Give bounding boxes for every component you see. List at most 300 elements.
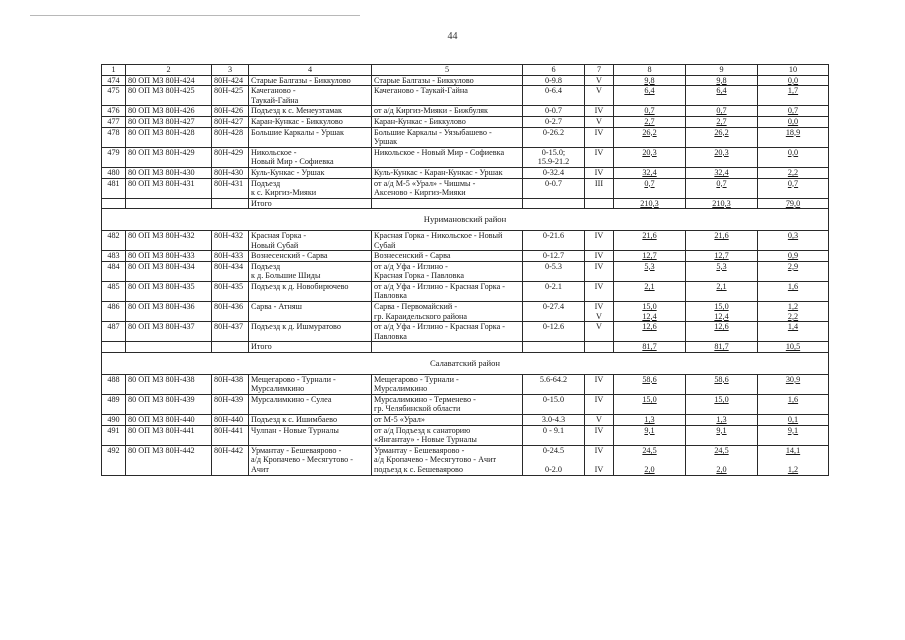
road-km-line: 0-2.7 — [544, 116, 563, 126]
road-route-line: Вознесенский - Сарва — [374, 251, 451, 261]
road-km-line: 0-9.8 — [544, 75, 563, 85]
total-value: 10,5 — [785, 342, 801, 352]
road-name-line: Подъезд к д. Ишмуратово — [251, 322, 341, 332]
row-number: 487 — [102, 322, 126, 342]
row-number: 479 — [102, 147, 126, 167]
table-row — [102, 167, 829, 178]
road-route-line: от М-5 «Урал» — [374, 415, 425, 424]
road-route-line: Сарва - Первомайский - — [374, 302, 458, 312]
length-total-line: 20,3 — [642, 147, 657, 157]
road-category — [585, 147, 614, 167]
road-route — [372, 394, 523, 414]
road-name — [249, 106, 372, 117]
table-row — [102, 178, 829, 198]
roads-table — [101, 64, 829, 476]
length-col10 — [758, 394, 829, 414]
length-col9 — [686, 86, 758, 106]
length-total-line: 6,4 — [644, 86, 655, 96]
road-code: 80 ОП МЗ 80Н-429 — [126, 147, 212, 167]
length-total-line: 9,1 — [644, 425, 655, 435]
total-value: 81,7 — [714, 342, 729, 352]
road-category — [585, 230, 614, 250]
road-km — [523, 230, 585, 250]
row-number: 478 — [102, 127, 126, 147]
road-category-line: V — [596, 75, 602, 85]
road-route — [372, 178, 523, 198]
total-label: Итого — [249, 342, 372, 353]
length-col9-line: 2,0 — [716, 464, 727, 474]
road-route-line: Большие Каркалы - Уязыбашево - — [374, 127, 492, 137]
road-route-line: Мещегарово - Турнали - — [374, 374, 459, 384]
road-route-line: Красная Горка - Павловка — [374, 271, 464, 281]
road-category-line: V — [596, 322, 602, 332]
road-route-line: Уршак — [374, 137, 398, 147]
length-col10 — [758, 230, 829, 250]
table-row — [102, 127, 829, 147]
length-total — [614, 445, 686, 475]
road-short-code: 80Н-427 — [212, 116, 249, 127]
length-col9 — [686, 281, 758, 301]
length-total-line: 26,2 — [642, 127, 657, 137]
length-total — [614, 230, 686, 250]
road-km — [523, 116, 585, 127]
length-col10-line: 9,1 — [787, 425, 799, 435]
length-col9 — [686, 302, 758, 322]
road-name-line: Подъезд к с. Ишимбаево — [251, 415, 338, 424]
road-km-line: 0 - 9.1 — [542, 425, 565, 435]
road-code: 80 ОП МЗ 80Н-439 — [126, 394, 212, 414]
road-route-line: Качеганово - Таукай-Гайна — [374, 86, 468, 96]
table-row — [102, 86, 829, 106]
length-col9-line: 32,4 — [714, 167, 729, 177]
road-name — [249, 415, 372, 426]
road-km-line: 0-26.2 — [542, 127, 565, 137]
length-col9 — [686, 322, 758, 342]
road-name-line: к с. Киргиз-Мияки — [251, 188, 317, 198]
road-km — [523, 167, 585, 178]
road-route-line: Каран-Кункас - Биккулово — [374, 116, 466, 126]
table-row — [102, 75, 829, 86]
length-col9 — [686, 261, 758, 281]
length-col9-line: 2,1 — [716, 281, 727, 291]
road-name — [249, 261, 372, 281]
road-name-line: Мещегарово - Турнали - — [251, 374, 336, 384]
row-number: 485 — [102, 281, 126, 301]
road-km — [523, 374, 585, 394]
road-name — [249, 230, 372, 250]
row-number: 481 — [102, 178, 126, 198]
road-km-line: 0-12.6 — [542, 322, 565, 332]
total-value: 81,7 — [642, 342, 657, 352]
road-category-line: IV — [594, 261, 604, 271]
road-km — [523, 302, 585, 322]
length-total-line: 2,0 — [644, 464, 655, 474]
road-name — [249, 302, 372, 322]
row-number: 475 — [102, 86, 126, 106]
length-col9-line: 12,6 — [714, 322, 729, 332]
length-total — [614, 127, 686, 147]
road-name-line: а/д Кропачево - Месягутово - — [251, 455, 354, 465]
road-route — [372, 261, 523, 281]
road-name-line: Красная Горка - — [251, 230, 307, 240]
road-category — [585, 374, 614, 394]
table-row — [102, 281, 829, 301]
road-category — [585, 178, 614, 198]
empty-cell — [212, 342, 249, 353]
road-route — [372, 302, 523, 322]
road-route-line: Никольское - Новый Мир - Софиевка — [374, 147, 505, 157]
col-header: 8 — [614, 65, 686, 76]
road-km — [523, 322, 585, 342]
road-route — [372, 127, 523, 147]
road-category-line: IV — [594, 127, 604, 137]
road-short-code: 80Н-426 — [212, 106, 249, 117]
length-col9-line: 9,1 — [716, 425, 727, 435]
road-km — [523, 251, 585, 262]
length-col9 — [686, 106, 758, 117]
road-short-code: 80Н-429 — [212, 147, 249, 167]
length-total-line: 2,7 — [644, 116, 655, 126]
row-number: 474 — [102, 75, 126, 86]
length-col10 — [758, 261, 829, 281]
road-category-line: IV — [594, 230, 604, 240]
road-name-line: Таукай-Гайна — [251, 95, 299, 105]
table-row — [102, 322, 829, 342]
length-total-line: 21,6 — [642, 230, 657, 240]
road-name — [249, 178, 372, 198]
road-name-line: к д. Большие Шиды — [251, 271, 321, 281]
length-total — [614, 322, 686, 342]
length-col10-line: 1,6 — [787, 281, 799, 291]
road-category-line: IV — [594, 106, 604, 116]
road-route-line: от а/д Киргиз-Мияки - Бижбуляк — [374, 106, 489, 116]
length-col10-line: 0,0 — [787, 116, 799, 126]
road-short-code: 80Н-425 — [212, 86, 249, 106]
length-total — [614, 75, 686, 86]
road-km-line: 5.6-64.2 — [539, 374, 568, 384]
length-col10-line: 1,2 — [787, 464, 799, 474]
empty-cell — [585, 198, 614, 209]
road-route-line: гр. Челябинской области — [374, 404, 461, 414]
road-code: 80 ОП МЗ 80Н-425 — [126, 86, 212, 106]
road-route-line: Субай — [374, 240, 396, 250]
total-value: 210,3 — [712, 198, 731, 208]
road-route-line: подъезд к с. Бешеваярово — [374, 464, 463, 474]
road-category — [585, 415, 614, 426]
header-rule — [30, 15, 360, 16]
empty-cell — [372, 198, 523, 209]
road-km — [523, 394, 585, 414]
road-short-code: 80Н-436 — [212, 302, 249, 322]
table-row — [102, 302, 829, 322]
road-short-code: 80Н-424 — [212, 75, 249, 86]
length-col10 — [758, 75, 829, 86]
row-number: 480 — [102, 167, 126, 178]
road-category-line: V — [596, 116, 602, 126]
total-row — [102, 342, 829, 353]
road-route-line: Куль-Кункас - Каран-Кункас - Уршак — [374, 167, 503, 177]
road-category-line: IV — [594, 464, 604, 474]
table-body — [102, 65, 829, 476]
length-col10 — [758, 425, 829, 445]
length-col9 — [686, 178, 758, 198]
length-col10 — [758, 374, 829, 394]
road-km-line: 0-15.0; — [541, 147, 566, 157]
length-total-line: 5,3 — [644, 261, 655, 271]
length-col10-line: 0,9 — [787, 251, 799, 261]
road-route — [372, 230, 523, 250]
length-col9 — [686, 75, 758, 86]
length-col10 — [758, 445, 829, 475]
road-route-line: от а/д Подъезд к санаторию — [374, 425, 471, 435]
road-km-line: 0-15.0 — [542, 394, 565, 404]
road-route — [372, 251, 523, 262]
length-total — [614, 302, 686, 322]
table-row — [102, 445, 829, 475]
road-name-line: Каран-Кункас - Биккулово — [251, 116, 343, 126]
road-code: 80 ОП МЗ 80Н-432 — [126, 230, 212, 250]
road-km — [523, 147, 585, 167]
road-code: 80 ОП МЗ 80Н-438 — [126, 374, 212, 394]
road-code: 80 ОП МЗ 80Н-435 — [126, 281, 212, 301]
row-number: 490 — [102, 415, 126, 426]
row-number: 489 — [102, 394, 126, 414]
road-code: 80 ОП МЗ 80Н-434 — [126, 261, 212, 281]
road-route-line: от а/д М-5 «Урал» - Чишмы - — [374, 178, 476, 188]
length-total-line: 12,7 — [642, 251, 657, 261]
road-code: 80 ОП МЗ 80Н-430 — [126, 167, 212, 178]
road-name — [249, 425, 372, 445]
road-name — [249, 394, 372, 414]
total-c9 — [686, 342, 758, 353]
length-total — [614, 415, 686, 426]
length-total-line: 2,1 — [644, 281, 655, 291]
district-title: Нуримановский район — [102, 209, 829, 231]
road-name-line: Вознесенский - Сарва — [251, 251, 328, 261]
row-number: 482 — [102, 230, 126, 250]
length-total-line: 15,0 — [642, 302, 657, 312]
road-km — [523, 261, 585, 281]
total-c10 — [758, 342, 829, 353]
road-category — [585, 281, 614, 301]
table-row — [102, 374, 829, 394]
road-category-line: IV — [594, 425, 604, 435]
road-name-line: Ачит — [251, 464, 269, 474]
length-col9-line: 1,3 — [716, 415, 727, 424]
col-header: 1 — [102, 65, 126, 76]
road-route-line: Урмантау - Бешеваярово - — [374, 445, 465, 455]
road-category — [585, 127, 614, 147]
col-header: 7 — [585, 65, 614, 76]
road-short-code: 80Н-438 — [212, 374, 249, 394]
road-km — [523, 106, 585, 117]
district-row — [102, 209, 829, 231]
length-col10-line: 1,7 — [787, 86, 799, 96]
road-name — [249, 75, 372, 86]
road-category-line: IV — [594, 147, 604, 157]
length-col10-line: 1,4 — [787, 322, 799, 332]
length-col9 — [686, 425, 758, 445]
length-total-line: 12,6 — [642, 322, 657, 332]
road-km-line: 0-0.7 — [544, 106, 563, 116]
length-col9-line: 20,3 — [714, 147, 729, 157]
length-col9-line: 6,4 — [716, 86, 727, 96]
road-category-line: IV — [594, 394, 604, 404]
road-name — [249, 374, 372, 394]
row-number: 483 — [102, 251, 126, 262]
road-km-line: 0-0.7 — [544, 178, 563, 188]
length-col10-line: 0,7 — [787, 106, 799, 116]
road-km-line: 0-2.1 — [544, 281, 563, 291]
page-number: 44 — [447, 31, 458, 42]
road-km-line: 3.0-4.3 — [541, 415, 566, 424]
header-row — [102, 65, 829, 76]
length-col10 — [758, 86, 829, 106]
road-name-line: Никольское - — [251, 147, 297, 157]
length-col9-line: 26,2 — [714, 127, 729, 137]
row-number: 486 — [102, 302, 126, 322]
length-col10-line: 18,9 — [785, 127, 801, 137]
length-col9-line: 21,6 — [714, 230, 729, 240]
length-col10 — [758, 251, 829, 262]
length-total — [614, 425, 686, 445]
road-route-line: Павловка — [374, 331, 407, 341]
road-code: 80 ОП МЗ 80Н-426 — [126, 106, 212, 117]
road-km — [523, 178, 585, 198]
road-category-line: III — [594, 178, 604, 188]
length-col10-line: 2,9 — [787, 261, 799, 271]
length-col10-line: 1,2 — [787, 302, 799, 312]
road-category — [585, 302, 614, 322]
road-name — [249, 281, 372, 301]
length-col9 — [686, 251, 758, 262]
road-short-code: 80Н-430 — [212, 167, 249, 178]
road-route — [372, 106, 523, 117]
road-code: 80 ОП МЗ 80Н-437 — [126, 322, 212, 342]
road-code: 80 ОП МЗ 80Н-428 — [126, 127, 212, 147]
road-km-line: 0-2.0 — [544, 464, 563, 474]
length-total — [614, 374, 686, 394]
road-short-code: 80Н-428 — [212, 127, 249, 147]
length-total — [614, 251, 686, 262]
length-col10 — [758, 322, 829, 342]
road-name-line: Подъезд к д. Новобирючево — [251, 281, 349, 291]
road-category — [585, 116, 614, 127]
length-col10-line: 2,2 — [787, 311, 799, 321]
table-row — [102, 425, 829, 445]
road-name-line: Новый Субай — [251, 240, 299, 250]
length-total-line: 58,6 — [642, 374, 657, 384]
road-name — [249, 322, 372, 342]
length-total-line: 32,4 — [642, 167, 657, 177]
length-col10-line: 0,3 — [787, 230, 799, 240]
length-total — [614, 106, 686, 117]
empty-cell — [523, 342, 585, 353]
empty-cell — [126, 198, 212, 209]
length-col10-line: 0,1 — [787, 415, 799, 424]
table-row — [102, 106, 829, 117]
road-km-line: 0-6.4 — [544, 86, 563, 96]
length-col10 — [758, 116, 829, 127]
length-col10-line: 30,9 — [785, 374, 801, 384]
road-name — [249, 86, 372, 106]
road-category-line: IV — [594, 281, 604, 291]
road-name — [249, 251, 372, 262]
total-c8 — [614, 342, 686, 353]
table-row — [102, 251, 829, 262]
road-name — [249, 167, 372, 178]
road-route — [372, 415, 523, 426]
table-row — [102, 394, 829, 414]
empty-cell — [523, 198, 585, 209]
length-col10-line: 0,0 — [787, 75, 799, 85]
road-category — [585, 167, 614, 178]
length-col9 — [686, 445, 758, 475]
road-category-line: IV — [594, 167, 604, 177]
length-col10-line: 1,6 — [787, 394, 799, 404]
length-col9 — [686, 394, 758, 414]
road-route — [372, 445, 523, 475]
length-col10 — [758, 106, 829, 117]
table-row — [102, 261, 829, 281]
length-col9 — [686, 374, 758, 394]
length-col10 — [758, 178, 829, 198]
road-route-line: от а/д Уфа - Иглино - Красная Горка - — [374, 322, 506, 332]
length-total-line: 9,8 — [644, 75, 655, 85]
road-km-line: 0-12.7 — [542, 251, 565, 261]
road-route — [372, 374, 523, 394]
road-name-line: Урмантау - Бешеваярово - — [251, 445, 342, 455]
empty-cell — [126, 342, 212, 353]
road-short-code: 80Н-439 — [212, 394, 249, 414]
road-name — [249, 127, 372, 147]
road-short-code: 80Н-434 — [212, 261, 249, 281]
row-number: 488 — [102, 374, 126, 394]
road-category — [585, 445, 614, 475]
length-col9-line: 15,0 — [714, 394, 729, 404]
road-km-line: 0-27.4 — [542, 302, 565, 312]
length-total-line: 0,7 — [644, 106, 655, 116]
length-col10-line: 2,2 — [787, 167, 799, 177]
length-col9-line: 58,6 — [714, 374, 729, 384]
length-col9-line: 12,7 — [714, 251, 729, 261]
col-header: 4 — [249, 65, 372, 76]
road-route — [372, 75, 523, 86]
road-short-code: 80Н-432 — [212, 230, 249, 250]
empty-cell — [102, 198, 126, 209]
length-total — [614, 281, 686, 301]
length-col10 — [758, 147, 829, 167]
road-name — [249, 116, 372, 127]
empty-cell — [212, 198, 249, 209]
road-category — [585, 75, 614, 86]
road-short-code: 80Н-433 — [212, 251, 249, 262]
road-route-line: Красная Горка - Никольское - Новый — [374, 230, 503, 240]
table-row — [102, 116, 829, 127]
length-total — [614, 394, 686, 414]
road-category — [585, 251, 614, 262]
road-route-line: Мурсалимкино — [374, 384, 428, 394]
road-km — [523, 75, 585, 86]
road-category-line: IV — [594, 251, 604, 261]
length-total-line: 24,5 — [642, 445, 657, 455]
col-header: 3 — [212, 65, 249, 76]
road-name-line: Большие Каркалы - Уршак — [251, 127, 345, 137]
table-row — [102, 230, 829, 250]
road-category-line: IV — [594, 445, 604, 455]
length-col9-line: 9,8 — [716, 75, 727, 85]
road-route-line: «Янгантау» - Новые Турналы — [374, 435, 477, 445]
